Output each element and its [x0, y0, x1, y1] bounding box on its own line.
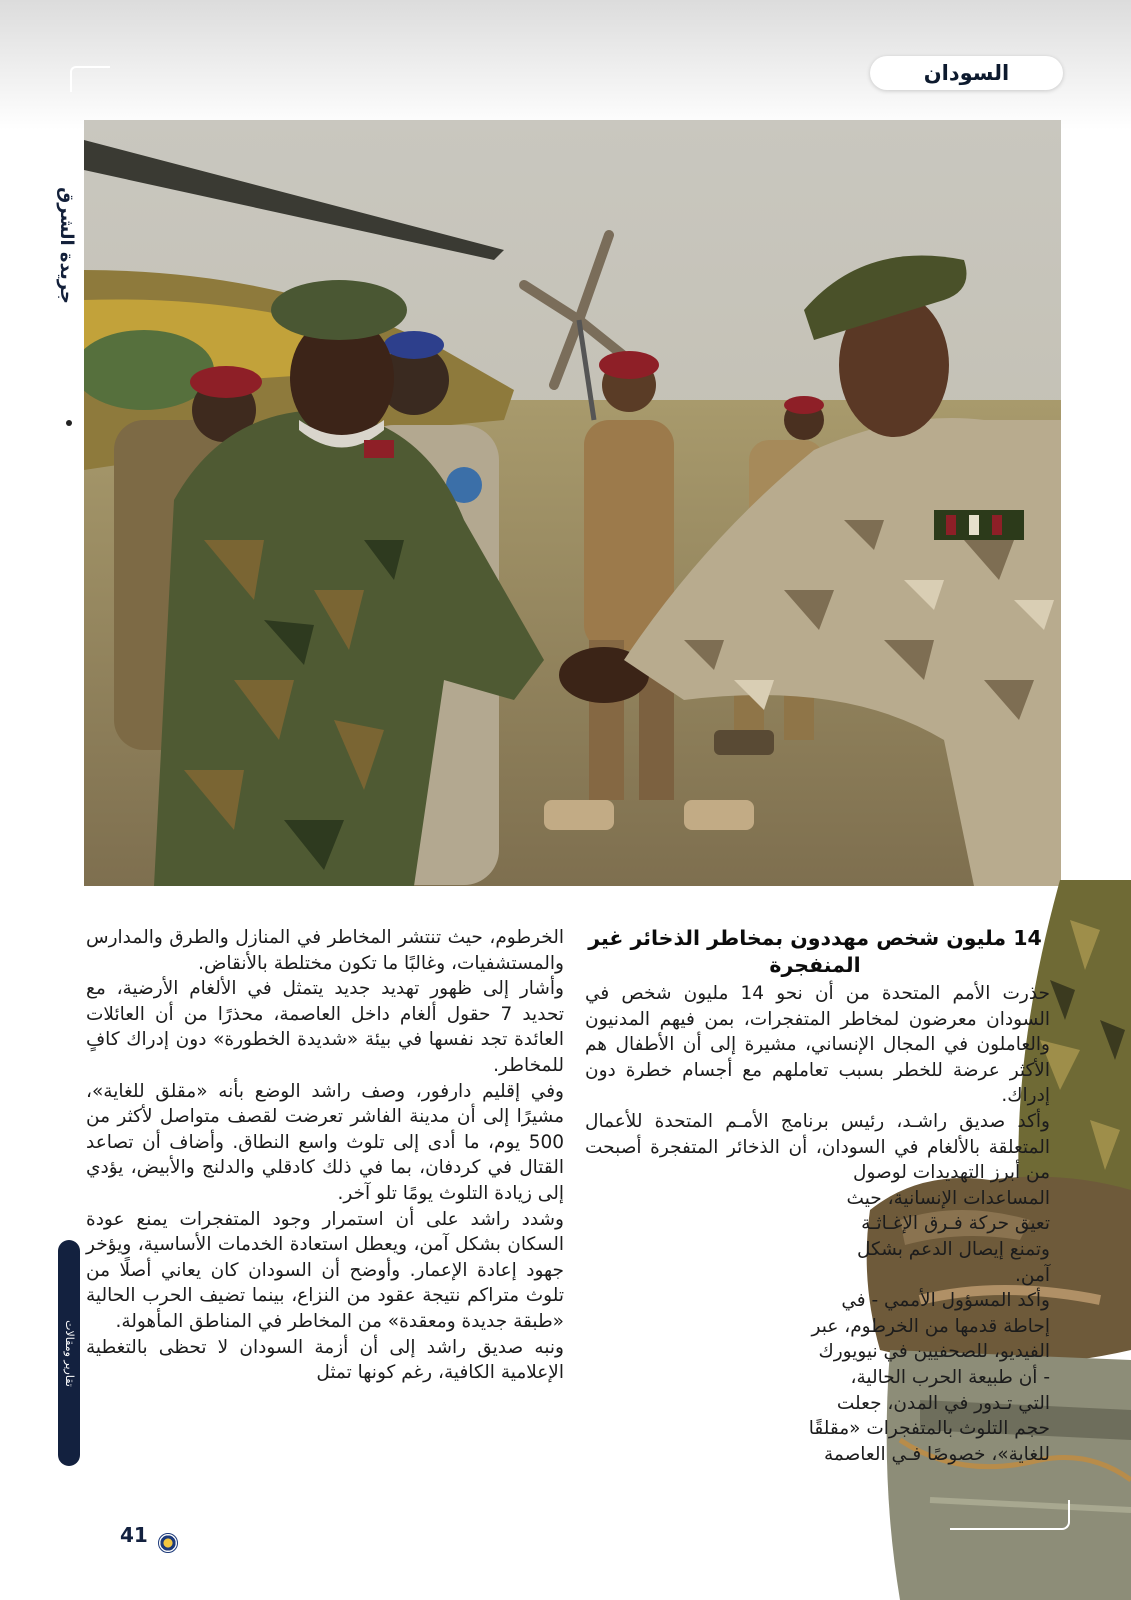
paragraph: وشدد راشد على أن استمرار وجود المتفجرات يمنع عودة السكان بشكل آمن، ويعطل استعادة الخدمات الأساسية، ويؤخر جهود إعادة الإعمار. وأوضح أن السودان كان يعاني أصلًا من تلوث متراكم نتيجة عقود من النزاع، بينما تضيف الحرب الحالية «طبقة جديدة ومعقدة» من المخاطر في المناطق المأهولة. [86, 1208, 564, 1332]
corner-decoration-bottom [950, 1500, 1070, 1530]
page-number: 41 [120, 1523, 148, 1547]
paragraph: ونبه صديق راشد إلى أن أزمة السودان لا تحظى بالتغطية الإعلامية الكافية، رغم كونها تمثل [86, 1336, 564, 1384]
paragraph-line: الفيديو، للصحفيين في نيويورك [818, 1341, 1050, 1363]
article-left-column [86, 925, 564, 1386]
paragraph-line: المساعدات الإنسانية، حيث [846, 1187, 1050, 1209]
paragraph-line: للغاية»، خصوصًا فـي العاصمة [823, 1443, 1050, 1465]
section-label: السودان [870, 56, 1063, 90]
paragraph-line: إحاطة قدمها من الخرطوم، عبر [811, 1315, 1050, 1337]
paragraph: وأشار إلى ظهور تهديد جديد يتمثل في الألغام الأرضية، مع تحديد 7 حقول ألغام داخل العاصمة، محذرًا من أن العائلات العائدة تجد نفسها في بيئة «شديدة الخطورة» دون إدراك كافٍ للمخاطر. [86, 978, 564, 1076]
main-photo [84, 120, 1061, 886]
side-logo [50, 160, 82, 330]
paragraph: حذرت الأمم المتحدة من أن نحو 14 مليون شخص في السودان معرضون لمخاطر المتفجرات، بمن فيهم المدنيون والعاملون في المجال الإنساني، مشيرة إلى أن الأطفال هم الأكثر عرضة للخطر بسبب تعاملهم مع أجسام خطرة دون إدراك. [585, 983, 1050, 1107]
paragraph-line: آمن. [1014, 1264, 1050, 1286]
paragraph: وفي إقليم دارفور، وصف راشد الوضع بأنه «مقلق للغاية»، مشيرًا إلى أن مدينة الفاشر تعرضت لقصف متواصل لأكثر من 500 يوم، ما أدى إلى تلوث واسع النطاق. وأضاف أن تصاعد القتال في كردفان، بما في ذلك كادقلي والدلنج والأبيض، يؤدي إلى زيادة التلوث يومًا تلو آخر. [86, 1080, 564, 1204]
photo-illustration [84, 120, 1061, 886]
paragraph: الخرطوم، حيث تنتشر المخاطر في المنازل والطرق والمدارس والمستشفيات، وغالبًا ما تكون مختلطة بالأنقاض. [86, 927, 564, 974]
paragraph-line: وأكد المسؤول الأممي - في [841, 1290, 1050, 1312]
side-logo-text: جريدة الشرق [55, 186, 77, 304]
paragraph-line: التي تـدور في المدن، جعلت [836, 1392, 1050, 1414]
paragraph-line: حجم التلوث بالمتفجرات «مقلقًا [808, 1418, 1050, 1440]
paragraph-line: - أن طبيعة الحرب الحالية، [850, 1366, 1050, 1388]
corner-decoration [70, 66, 110, 92]
publication-logo-icon [158, 1533, 178, 1553]
side-dot [66, 420, 72, 426]
side-section-tab [58, 1240, 80, 1466]
headline-line-1: 14 مليون شخص مهددون بمخاطر الذخائر غير [588, 926, 1042, 950]
paragraph-line: وتمنع إيصال الدعم بشكل [857, 1238, 1050, 1260]
side-section-tab-text: تقارير ومقالات [62, 1319, 76, 1387]
headline-line-2: المنفجرة [769, 953, 861, 977]
paragraph-line: تعيق حركة فـرق الإغـاثـة [861, 1213, 1050, 1235]
article-right-column [580, 925, 1050, 1467]
article-headline [580, 925, 1050, 979]
paragraph: وأكد صديق راشـد، رئيس برنامج الأمـم المتحدة للأعمال المتعلقة بالألغام في السودان، أن الذخائر المتفجرة أصبحت من أبرز التهديدات لوصول [585, 1110, 1050, 1184]
